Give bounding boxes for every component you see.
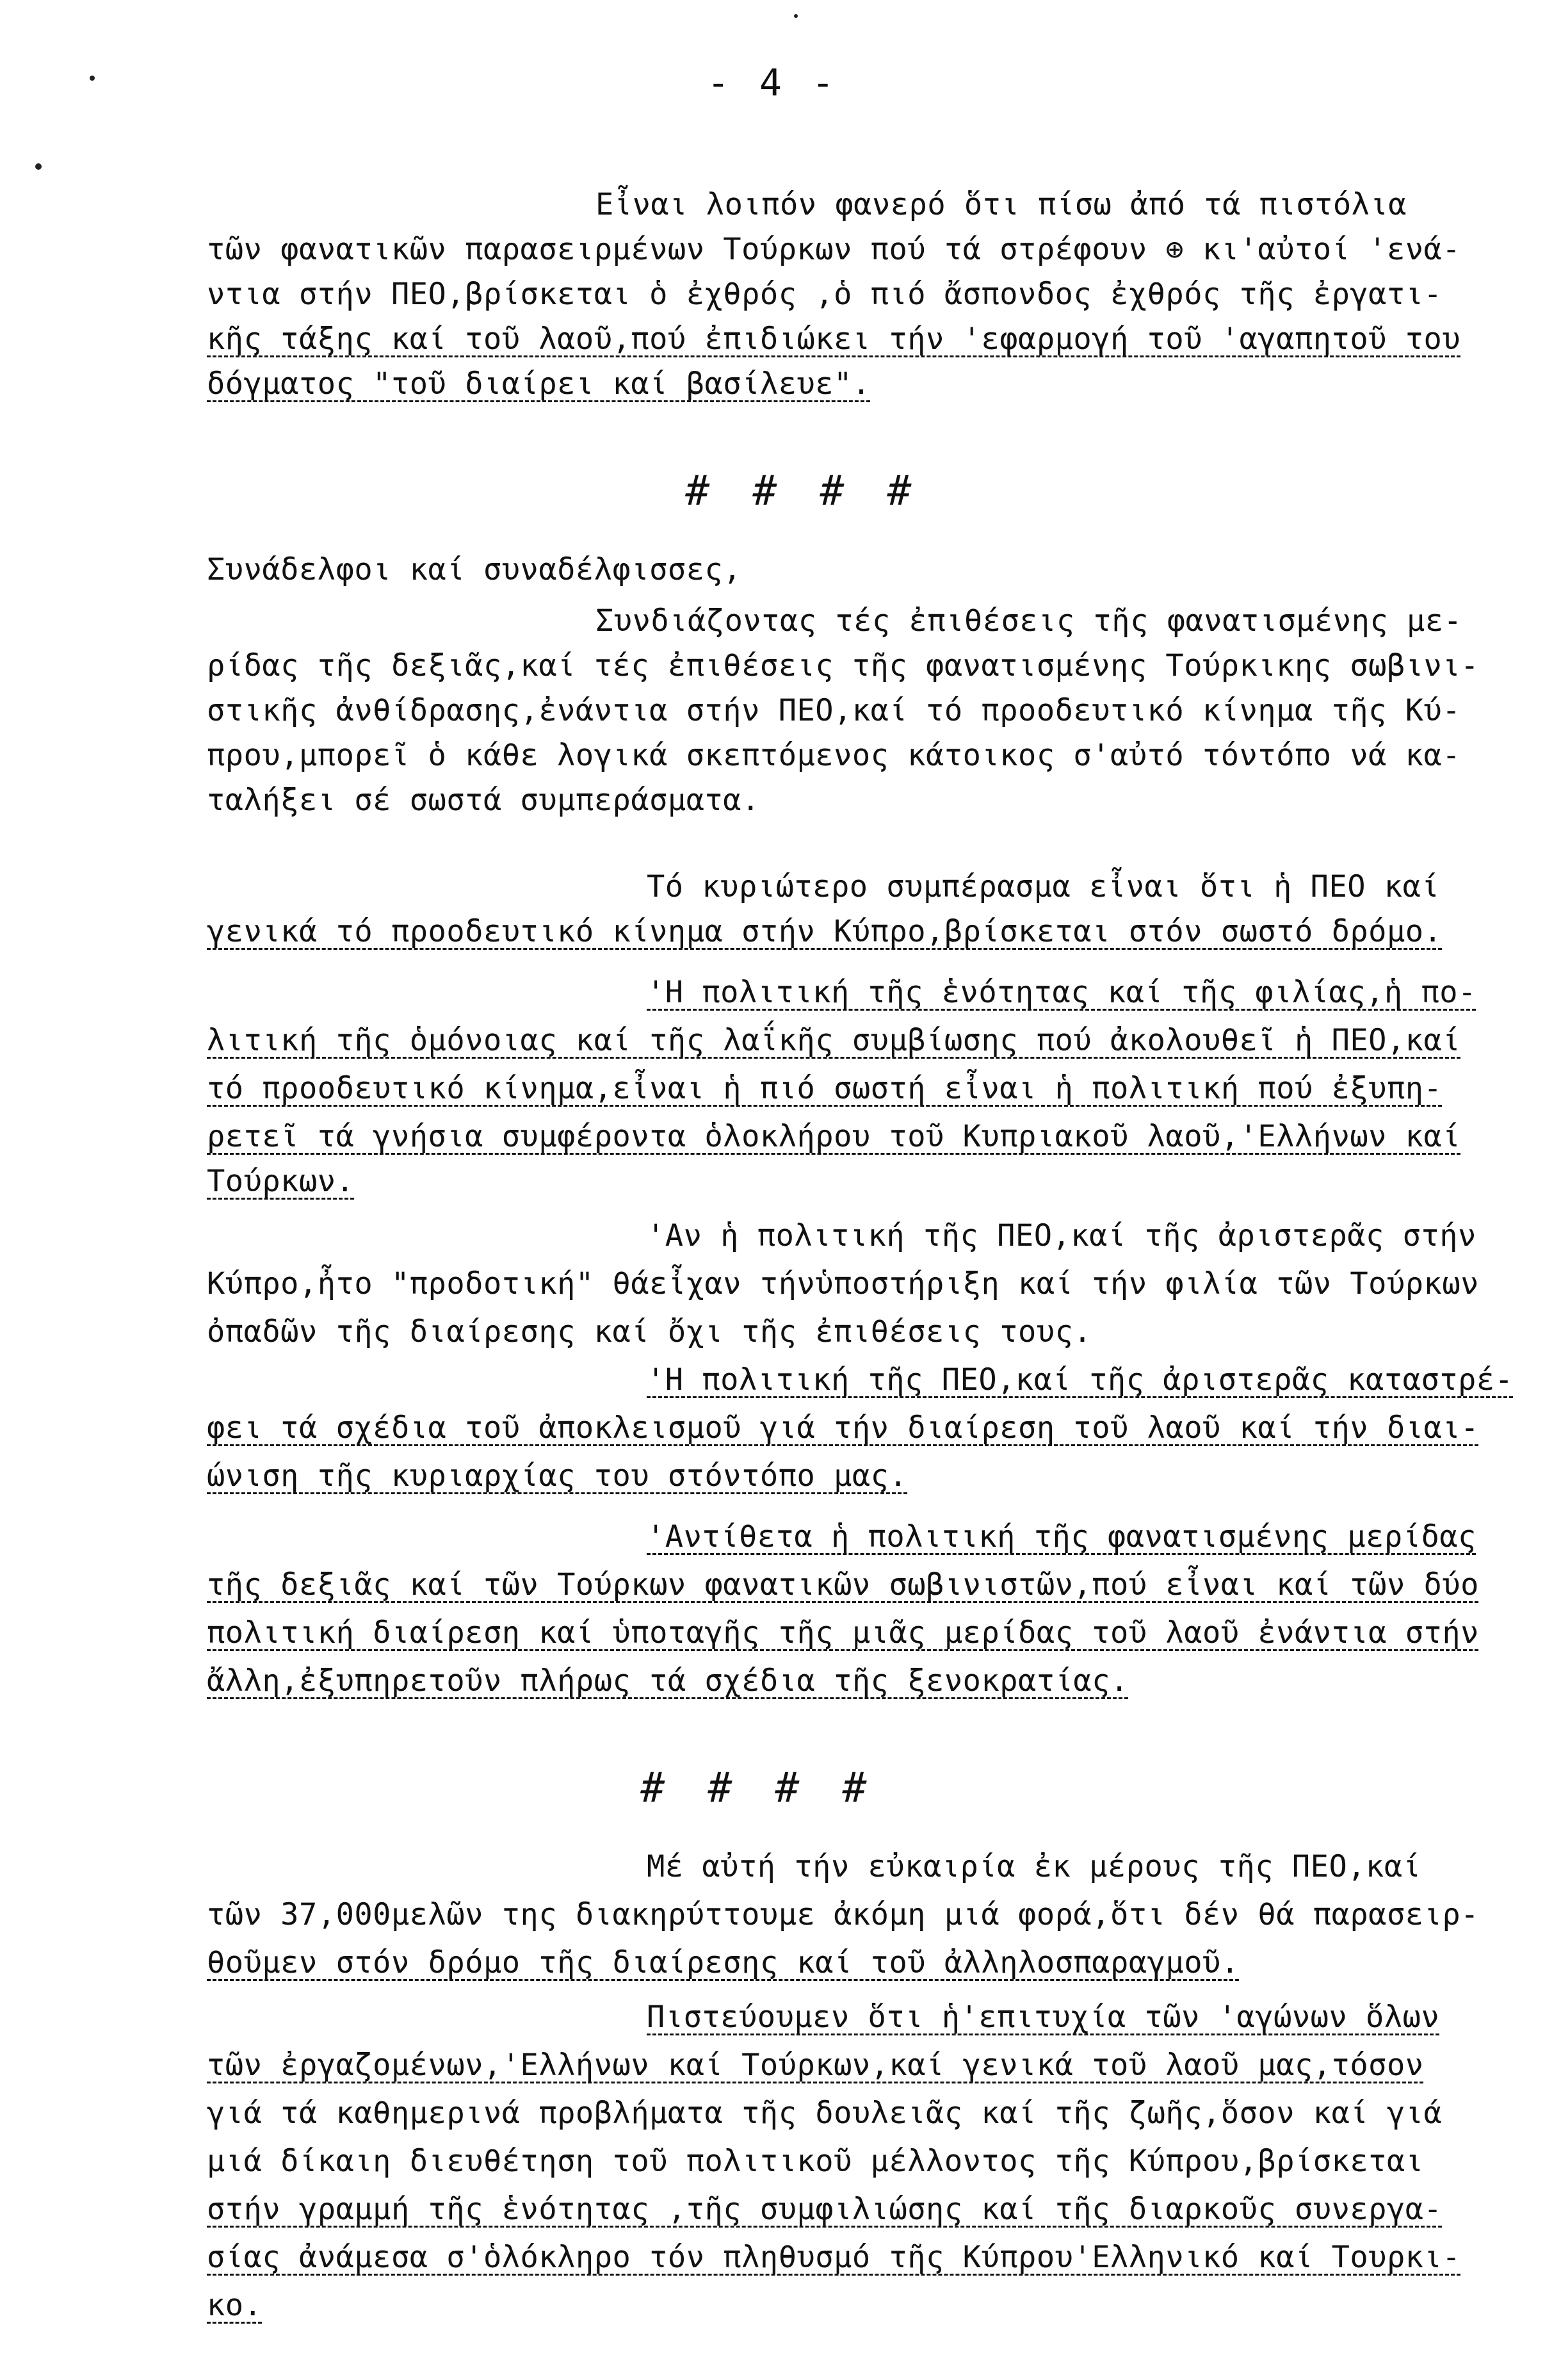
- paragraph-line: 'Αν ἡ πολιτική τῆς ΠΕΟ,καί τῆς ἀριστερᾶς στήν: [647, 1218, 1476, 1253]
- paragraph-line: Κύπρο,ἦτο "προδοτική" θάεἶχαν τήνὑποστήριξη καί τήν φιλία τῶν Τούρκων: [207, 1266, 1479, 1301]
- paragraph-line: Εἶναι λοιπόν φανερό ὅτι πίσω ἀπό τά πιστόλια: [595, 187, 1407, 222]
- paragraph-line: λιτική τῆς ὁμόνοιας καί τῆς λαΐκῆς συμβίωσης πού ἀκολουθεῖ ἡ ΠΕΟ,καί: [207, 1023, 1461, 1058]
- paragraph-line: τῶν 37,000μελῶν της διακηρύττουμε ἀκόμη μιά φορά,ὅτι δέν θά παρασειρ-: [207, 1897, 1479, 1932]
- paragraph-line: τῆς δεξιᾶς καί τῶν Τούρκων φανατικῶν σωβινιστῶν,πού εἶναι καί τῶν δύο: [207, 1567, 1479, 1602]
- paragraph-line: τῶν ἐργαζομένων,'Ελλήνων καί Τούρκων,καί γενικά τοῦ λαοῦ μας,τόσον: [207, 2048, 1424, 2083]
- paragraph-line: μιά δίκαιη διευθέτηση τοῦ πολιτικοῦ μέλλοντος τῆς Κύπρου,βρίσκεται: [207, 2144, 1424, 2179]
- paragraph-line: Συνδιάζοντας τές ἐπιθέσεις τῆς φανατισμένης με-: [595, 603, 1462, 639]
- paragraph-line: στήν γραμμή τῆς ἑνότητας ,τῆς συμφιλιώσης καί τῆς διαρκοῦς συνεργα-: [207, 2192, 1443, 2227]
- paragraph-line: φει τά σχέδια τοῦ ἀποκλεισμοῦ γιά τήν διαίρεση τοῦ λαοῦ καί τήν διαι-: [207, 1410, 1479, 1446]
- paragraph-line: δόγματος "τοῦ διαίρει καί βασίλευε".: [207, 366, 871, 402]
- paragraph-line: τῶν φανατικῶν παρασειρμένων Τούρκων πού τά στρέφουν ⊕ κι'αὐτοί 'ενά-: [207, 232, 1461, 267]
- paragraph-line: κῆς τάξης καί τοῦ λαοῦ,πού ἐπιδιώκει τήν 'εφαρμογή τοῦ 'αγαπητοῦ του: [207, 322, 1461, 357]
- section-separator: # # # #: [685, 468, 921, 515]
- paragraph-line: γιά τά καθημερινά προβλήματα τῆς δουλειᾶς καί τῆς ζωῆς,ὅσον καί γιά: [207, 2096, 1443, 2131]
- page-number: - 4 -: [707, 61, 838, 104]
- paragraph-line: ρετεῖ τά γνήσια συμφέροντα ὁλοκλήρου τοῦ Κυπριακοῦ λαοῦ,'Ελλήνων καί: [207, 1119, 1461, 1154]
- paragraph-line: ὀπαδῶν τῆς διαίρεσης καί ὄχι τῆς ἐπιθέσεις τους.: [207, 1314, 1092, 1349]
- paragraph-line: Συνάδελφοι καί συναδέλφισσες,: [207, 552, 742, 587]
- paragraph-line: ρίδας τῆς δεξιᾶς,καί τές ἐπιθέσεις τῆς φανατισμένης Τούρκικης σωβινι-: [207, 648, 1479, 683]
- paragraph-line: ταλήξει σέ σωστά συμπεράσματα.: [207, 783, 760, 818]
- paragraph-line: σίας ἀνάμεσα σ'ὁλόκληρο τόν πληθυσμό τῆς Κύπρου'Ελληνικό καί Τουρκι-: [207, 2240, 1461, 2275]
- paragraph-line: θοῦμεν στόν δρόμο τῆς διαίρεσης καί τοῦ ἀλληλοσπαραγμοῦ.: [207, 1945, 1240, 1980]
- paragraph-line: 'Η πολιτική τῆς ἑνότητας καί τῆς φιλίας,ἡ πο-: [647, 975, 1476, 1010]
- speck-mark: [35, 163, 42, 170]
- paragraph-line: ντια στήν ΠΕΟ,βρίσκεται ὁ ἐχθρός ,ὁ πιό ἄσπονδος ἐχθρός τῆς ἐργατι-: [207, 277, 1443, 312]
- paragraph-line: ώνιση τῆς κυριαρχίας του στόντόπο μας.: [207, 1458, 908, 1494]
- paragraph-line: ἄλλη,ἐξυπηρετοῦν πλήρως τά σχέδια τῆς ξενοκρατίας.: [207, 1663, 1129, 1699]
- paragraph-line: γενικά τό προοδευτικό κίνημα στήν Κύπρο,βρίσκεται στόν σωστό δρόμο.: [207, 914, 1443, 949]
- paragraph-line: Τούρκων.: [207, 1164, 355, 1199]
- paragraph-line: 'Η πολιτική τῆς ΠΕΟ,καί τῆς ἀριστερᾶς καταστρέ-: [647, 1362, 1514, 1398]
- paragraph-line: πολιτική διαίρεση καί ὑποταγῆς τῆς μιᾶς μερίδας τοῦ λαοῦ ἐνάντια στήν: [207, 1615, 1479, 1651]
- speck-mark: [794, 14, 798, 18]
- paragraph-line: Μέ αὐτή τήν εὐκαιρία ἐκ μέρους τῆς ΠΕΟ,καί: [647, 1849, 1421, 1884]
- section-separator: # # # #: [640, 1765, 876, 1812]
- paragraph-line: τό προοδευτικό κίνημα,εἶναι ἡ πιό σωστή εἶναι ἡ πολιτική πού ἐξυπη-: [207, 1071, 1443, 1106]
- paragraph-line: 'Αντίθετα ἡ πολιτική τῆς φανατισμένης μερίδας: [647, 1519, 1476, 1554]
- paragraph-line: Τό κυριώτερο συμπέρασμα εἶναι ὅτι ἡ ΠΕΟ καί: [647, 869, 1440, 904]
- paragraph-line: Πιστεύουμεν ὅτι ἡ'επιτυχία τῶν 'αγώνων ὅλων: [647, 2000, 1440, 2035]
- paragraph-line: στικῆς ἀνθίδρασης,ἐνάντια στήν ΠΕΟ,καί τό προοδευτικό κίνημα τῆς Κύ-: [207, 693, 1461, 728]
- paragraph-line: πρου,μπορεῖ ὁ κάθε λογικά σκεπτόμενος κάτοικος σ'αὐτό τόντόπο νά κα-: [207, 738, 1461, 773]
- paragraph-line: κο.: [207, 2288, 263, 2323]
- speck-mark: [90, 76, 95, 81]
